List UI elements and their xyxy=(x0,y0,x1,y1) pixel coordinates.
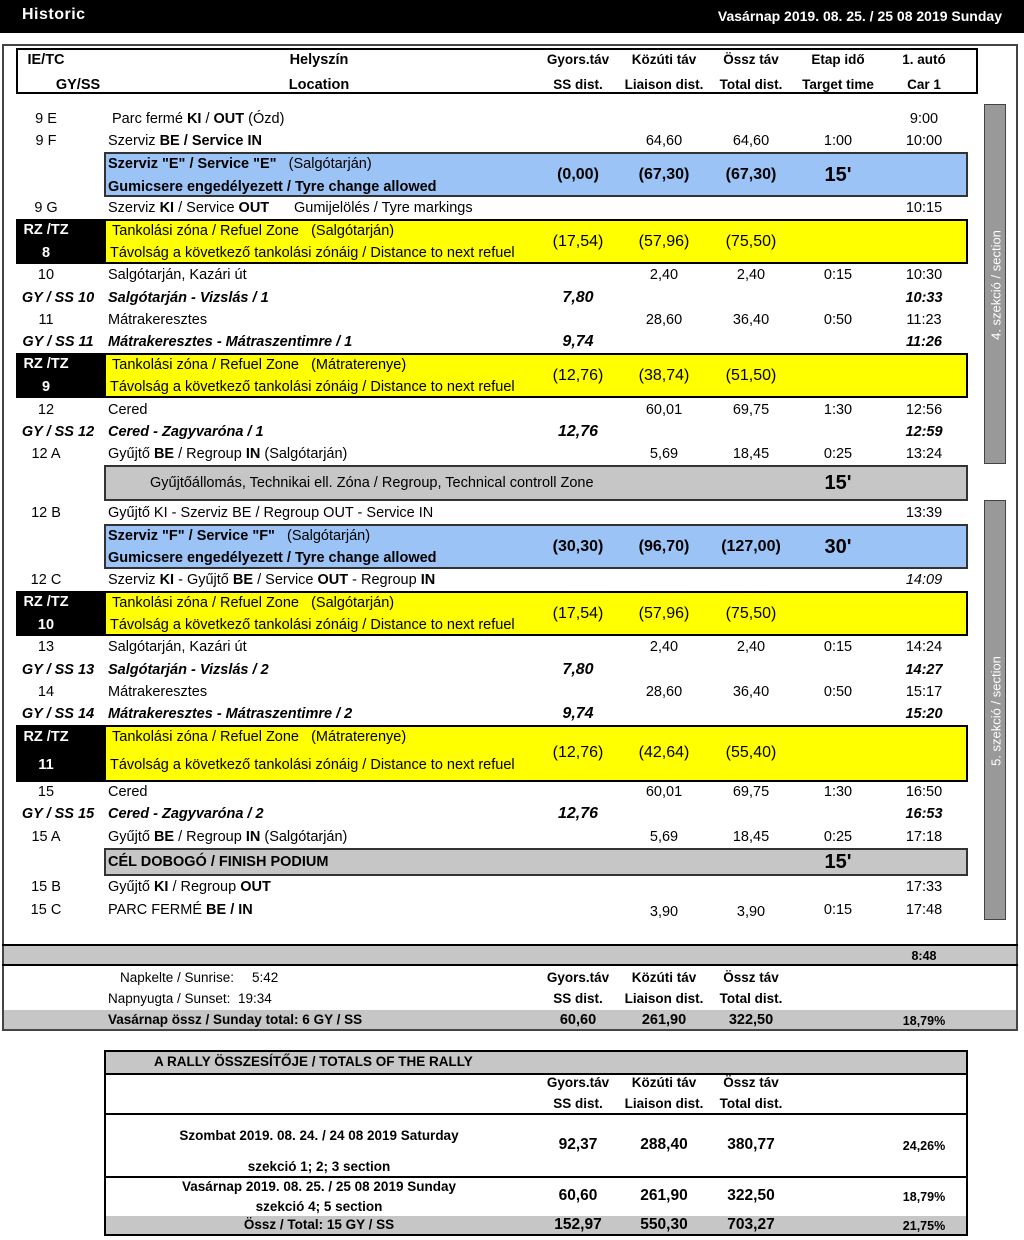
col-kozuti: Közúti táv xyxy=(631,52,697,67)
rz-10-liaison: (57,96) xyxy=(638,605,690,622)
stage-ss15-car: 16:53 xyxy=(905,806,943,822)
totals-col-kozuti: Közúti táv xyxy=(631,1075,697,1090)
sunday-total-ss: 60,60 xyxy=(559,1012,597,1028)
col-car1: Car 1 xyxy=(907,77,941,92)
car-13: 14:24 xyxy=(905,639,943,655)
rz-8-line2: Távolság a következő tankolási zónáig / Distance to next refuel xyxy=(110,245,515,261)
tc-12c: 12 C xyxy=(30,572,62,588)
saturday-sections: szekció 1; 2; 3 section xyxy=(247,1159,391,1174)
saturday-label: Szombat 2019. 08. 24. / 24 08 2019 Saturday xyxy=(179,1128,459,1143)
regroup-target: 15' xyxy=(824,472,852,494)
target-9f: 1:00 xyxy=(823,133,853,149)
finish-podium-text: CÉL DOBOGÓ / FINISH PODIUM xyxy=(108,854,329,870)
stage-ss14-dist: 9,74 xyxy=(562,705,594,722)
tc-12a: 12 A xyxy=(31,446,61,462)
header-date: Vasárnap 2019. 08. 25. / 25 08 2019 Sunday xyxy=(717,8,1002,24)
section-5-bar xyxy=(984,500,1006,920)
total-9f: 64,60 xyxy=(732,133,770,149)
rz-9-line2: Távolság a következő tankolási zónáig / Distance to next refuel xyxy=(110,379,515,395)
stage-ss12-name: Cered - Zagyvaróna / 1 xyxy=(108,424,264,440)
col-etap: Etap idő xyxy=(811,52,865,67)
saturday-pct: 24,26% xyxy=(902,1139,946,1153)
location-10: Salgótarján, Kazári út xyxy=(108,267,247,283)
col-location: Location xyxy=(288,77,350,93)
target-12: 1:30 xyxy=(823,402,853,418)
tc-10: 10 xyxy=(37,267,55,283)
total-15: 69,75 xyxy=(732,784,770,800)
rz-10-ss: (17,54) xyxy=(552,605,604,622)
stage-ss14: GY / SS 14 xyxy=(21,706,95,722)
stage-ss11-car: 11:26 xyxy=(905,334,943,350)
car-15c: 17:48 xyxy=(905,902,943,918)
location-15: Cered xyxy=(108,784,148,800)
total-12a: 18,45 xyxy=(732,446,770,462)
stage-ss12-dist: 12,76 xyxy=(557,423,599,440)
service-f-liaison: (96,70) xyxy=(638,538,690,555)
summary-col-kozuti: Közúti táv xyxy=(631,970,697,985)
summary-col-total: Total dist. xyxy=(719,991,783,1006)
car-12a: 13:24 xyxy=(905,446,943,462)
grand-total-ss: 152,97 xyxy=(554,1216,602,1233)
location-9e: Parc fermé KI / OUT (Ózd) xyxy=(112,111,285,127)
rz-8-total: (75,50) xyxy=(725,233,777,250)
location-12: Cered xyxy=(108,402,148,418)
totals-col-liaison: Liaison dist. xyxy=(624,1096,704,1111)
rz-11-total: (55,40) xyxy=(725,744,777,761)
sunday-total-pct: 18,79% xyxy=(902,1014,946,1028)
sunday-sections: szekció 4; 5 section xyxy=(255,1199,383,1214)
car-15a: 17:18 xyxy=(905,829,943,845)
location-9f: Szerviz BE / Service IN xyxy=(108,133,262,149)
stage-ss12-car: 12:59 xyxy=(905,424,943,440)
totals-col-ossz: Össz táv xyxy=(723,1075,779,1090)
page-header xyxy=(0,0,1024,33)
liaison-10: 2,40 xyxy=(649,267,679,283)
saturday-ss: 92,37 xyxy=(558,1136,598,1153)
rz-11-label: RZ /TZ xyxy=(23,729,69,745)
car-12: 12:56 xyxy=(905,402,943,418)
tc-9e: 9 E xyxy=(35,111,57,127)
service-f-line2: Gumicsere engedélyezett / Tyre change allowed xyxy=(108,550,437,566)
summary-divider-mid xyxy=(2,964,1018,966)
liaison-15: 60,01 xyxy=(645,784,683,800)
total-10: 2,40 xyxy=(736,267,766,283)
stage-ss10-car: 10:33 xyxy=(905,290,943,306)
location-12a: Gyűjtő BE / Regroup IN (Salgótarján) xyxy=(108,446,348,462)
rz-10-line2: Távolság a következő tankolási zónáig / Distance to next refuel xyxy=(110,617,515,633)
car-10: 10:30 xyxy=(905,267,943,283)
grand-total-pct: 21,75% xyxy=(902,1219,946,1233)
total-12: 69,75 xyxy=(732,402,770,418)
target-13: 0:15 xyxy=(823,639,853,655)
location-15a: Gyűjtő BE / Regroup IN (Salgótarján) xyxy=(108,829,348,845)
rz-9-label: RZ /TZ xyxy=(23,356,69,372)
tc-9f: 9 F xyxy=(35,133,57,149)
target-15a: 0:25 xyxy=(823,829,853,845)
rally-totals-title-divider xyxy=(104,1073,968,1075)
rz-8-label: RZ /TZ xyxy=(23,222,69,238)
car-12b: 13:39 xyxy=(905,505,943,521)
stage-ss11-dist: 9,74 xyxy=(562,333,594,350)
grand-total-bar xyxy=(106,1216,966,1234)
tc-15b: 15 B xyxy=(31,879,61,895)
sunset-label: Napnyugta / Sunset: xyxy=(108,991,231,1006)
total-14: 36,40 xyxy=(732,684,770,700)
col-target: Target time xyxy=(802,77,874,92)
liaison-14: 28,60 xyxy=(645,684,683,700)
sunrise-time: 5:42 xyxy=(252,970,279,985)
rz-11-line2: Távolság a következő tankolási zónáig / Distance to next refuel xyxy=(110,757,515,773)
liaison-15a: 5,69 xyxy=(649,829,679,845)
total-15c: 3,90 xyxy=(736,904,766,920)
tc-12b: 12 B xyxy=(31,505,61,521)
stage-ss13-name: Salgótarján - Vizslás / 2 xyxy=(108,662,269,678)
tc-15: 15 xyxy=(37,784,55,800)
totals-col-gyors: Gyors.táv xyxy=(546,1075,610,1090)
sunrise-label: Napkelte / Sunrise: xyxy=(120,970,235,985)
rz-9-liaison: (38,74) xyxy=(638,367,690,384)
col-auto: 1. autó xyxy=(902,52,946,67)
tc-15a: 15 A xyxy=(31,829,61,845)
tc-14: 14 xyxy=(37,684,55,700)
rz-9-ss: (12,76) xyxy=(552,367,604,384)
rz-10-total: (75,50) xyxy=(725,605,777,622)
section-5-label: 5. szekció / section xyxy=(988,656,1004,766)
rz-8-liaison: (57,96) xyxy=(638,233,690,250)
car-9f: 10:00 xyxy=(905,133,943,149)
stage-ss14-name: Mátrakeresztes - Mátraszentimre / 2 xyxy=(108,706,353,722)
rz-10-line1: Tankolási zóna / Refuel Zone (Salgótarján) xyxy=(112,595,395,611)
liaison-9f: 64,60 xyxy=(645,133,683,149)
target-15: 1:30 xyxy=(823,784,853,800)
rz-10-label: RZ /TZ xyxy=(23,594,69,610)
car-9g: 10:15 xyxy=(905,200,943,216)
sunday-total-label: Vasárnap össz / Sunday total: 6 GY / SS xyxy=(108,1012,363,1027)
summary-col-liaison: Liaison dist. xyxy=(624,991,704,1006)
service-f-total: (127,00) xyxy=(721,538,781,555)
section-4-label: 4. szekció / section xyxy=(988,230,1004,340)
rz-8-ss: (17,54) xyxy=(552,233,604,250)
service-e-total: (67,30) xyxy=(725,166,777,183)
sunday-pct: 18,79% xyxy=(902,1190,946,1204)
rz-11-ss: (12,76) xyxy=(552,744,604,761)
grand-total-liaison: 550,30 xyxy=(640,1216,688,1233)
tc-15c: 15 C xyxy=(30,902,62,918)
location-15b: Gyűjtő KI / Regroup OUT xyxy=(108,879,271,895)
total-15a: 18,45 xyxy=(732,829,770,845)
col-liaison: Liaison dist. xyxy=(624,77,704,92)
col-total: Total dist. xyxy=(719,77,783,92)
col-ossz: Össz táv xyxy=(723,52,779,67)
stage-ss15: GY / SS 15 xyxy=(21,806,95,822)
sunday-total-liaison: 261,90 xyxy=(641,1012,687,1028)
day-duration: 8:48 xyxy=(911,949,937,963)
rz-11-liaison: (42,64) xyxy=(638,744,690,761)
sunday-ss: 60,60 xyxy=(558,1187,598,1204)
car-14: 15:17 xyxy=(905,684,943,700)
rz-10-number: 10 xyxy=(37,617,55,633)
target-14: 0:50 xyxy=(823,684,853,700)
col-ie-tc: IE/TC xyxy=(27,52,65,68)
sunday-liaison: 261,90 xyxy=(640,1187,688,1204)
summary-col-ossz: Össz táv xyxy=(723,970,779,985)
service-e-line1: Szerviz "E" / Service "E" (Salgótarján) xyxy=(108,156,372,172)
rz-11-number: 11 xyxy=(38,757,54,773)
col-gy-ss: GY/SS xyxy=(55,77,101,93)
col-helyszin: Helyszín xyxy=(289,52,349,68)
service-e-ss: (0,00) xyxy=(557,166,599,183)
duration-bar xyxy=(4,946,1016,964)
tc-13: 13 xyxy=(37,639,55,655)
stage-ss13: GY / SS 13 xyxy=(21,662,95,678)
stage-ss13-dist: 7,80 xyxy=(562,661,594,678)
sunday-total: 322,50 xyxy=(727,1187,775,1204)
stage-ss14-car: 15:20 xyxy=(905,706,943,722)
rz-9-number: 9 xyxy=(41,379,51,395)
location-15c: PARC FERMÉ BE / IN xyxy=(108,902,253,918)
stage-ss10-dist: 7,80 xyxy=(562,289,594,306)
liaison-13: 2,40 xyxy=(649,639,679,655)
service-f-ss: (30,30) xyxy=(552,538,604,555)
rz-8-number: 8 xyxy=(41,245,51,261)
stage-ss10: GY / SS 10 xyxy=(21,290,95,306)
rally-totals-title: A RALLY ÖSSZESÍTŐJE / TOTALS OF THE RALLY xyxy=(154,1054,473,1069)
rz-9-total: (51,50) xyxy=(725,367,777,384)
service-e-liaison: (67,30) xyxy=(638,166,690,183)
liaison-12a: 5,69 xyxy=(649,446,679,462)
stage-ss11: GY / SS 11 xyxy=(22,334,94,350)
rz-8-line1: Tankolási zóna / Refuel Zone (Salgótarján) xyxy=(112,223,395,239)
total-11: 36,40 xyxy=(732,312,770,328)
stage-ss10-name: Salgótarján - Vizslás / 1 xyxy=(108,290,269,306)
location-9g: Szerviz KI / Service OUT xyxy=(108,200,270,216)
target-15c: 0:15 xyxy=(823,902,853,918)
stage-ss12: GY / SS 12 xyxy=(21,424,95,440)
stage-ss11-name: Mátrakeresztes - Mátraszentimre / 1 xyxy=(108,334,353,350)
location-13: Salgótarján, Kazári út xyxy=(108,639,247,655)
grand-total-label: Össz / Total: 15 GY / SS xyxy=(243,1217,395,1232)
stage-ss15-dist: 12,76 xyxy=(557,805,599,822)
saturday-liaison: 288,40 xyxy=(640,1136,688,1153)
rz-9-line1: Tankolási zóna / Refuel Zone (Mátraterenye) xyxy=(112,357,407,373)
target-10: 0:15 xyxy=(823,267,853,283)
location-11: Mátrakeresztes xyxy=(108,312,208,328)
total-13: 2,40 xyxy=(736,639,766,655)
service-e-line2: Gumicsere engedélyezett / Tyre change allowed xyxy=(108,179,437,195)
liaison-12: 60,01 xyxy=(645,402,683,418)
car-12c: 14:09 xyxy=(905,572,943,588)
summary-col-ss-dist: SS dist. xyxy=(553,991,603,1006)
target-11: 0:50 xyxy=(823,312,853,328)
header-title: Historic xyxy=(22,6,86,23)
liaison-11: 28,60 xyxy=(645,312,683,328)
tc-12: 12 xyxy=(37,402,55,418)
target-12a: 0:25 xyxy=(823,446,853,462)
section-4-bar xyxy=(984,104,1006,464)
stage-ss13-car: 14:27 xyxy=(905,662,943,678)
totals-col-ss-dist: SS dist. xyxy=(553,1096,603,1111)
sunset-time: 19:34 xyxy=(238,991,272,1006)
location-12b: Gyűjtő KI - Szerviz BE / Regroup OUT - Service IN xyxy=(108,505,434,521)
saturday-total: 380,77 xyxy=(727,1136,775,1153)
stage-ss15-name: Cered - Zagyvaróna / 2 xyxy=(108,806,264,822)
tc-9g: 9 G xyxy=(34,200,58,216)
car-9e: 9:00 xyxy=(909,111,939,127)
totals-col-total: Total dist. xyxy=(719,1096,783,1111)
car-15b: 17:33 xyxy=(905,879,943,895)
liaison-15c: 3,90 xyxy=(649,904,679,920)
service-f-line1: Szerviz "F" / Service "F" (Salgótarján) xyxy=(108,528,371,544)
grand-total-total: 703,27 xyxy=(727,1216,775,1233)
col-gyors: Gyors.táv xyxy=(546,52,610,67)
car-15: 16:50 xyxy=(905,784,943,800)
finish-podium-target: 15' xyxy=(824,851,852,873)
service-e-target: 15' xyxy=(824,164,852,186)
rz-11-line1: Tankolási zóna / Refuel Zone (Mátraterenye) xyxy=(112,729,407,745)
car-11: 11:23 xyxy=(906,312,942,328)
summary-col-gyors: Gyors.táv xyxy=(546,970,610,985)
tc-11: 11 xyxy=(38,312,54,328)
tyre-markings-9g: Gumijelölés / Tyre markings xyxy=(294,200,473,216)
sunday-label: Vasárnap 2019. 08. 25. / 25 08 2019 Sunday xyxy=(182,1179,456,1194)
location-12c: Szerviz KI - Gyűjtő BE / Service OUT - Regroup IN xyxy=(108,572,436,588)
col-ss-dist: SS dist. xyxy=(553,77,603,92)
service-f-target: 30' xyxy=(824,536,852,558)
location-14: Mátrakeresztes xyxy=(108,684,208,700)
rally-totals-head-divider xyxy=(104,1113,968,1115)
regroup-text: Gyűjtőállomás, Technikai ell. Zóna / Regroup, Technical controll Zone xyxy=(150,475,594,491)
sunday-total-total: 322,50 xyxy=(728,1012,774,1028)
